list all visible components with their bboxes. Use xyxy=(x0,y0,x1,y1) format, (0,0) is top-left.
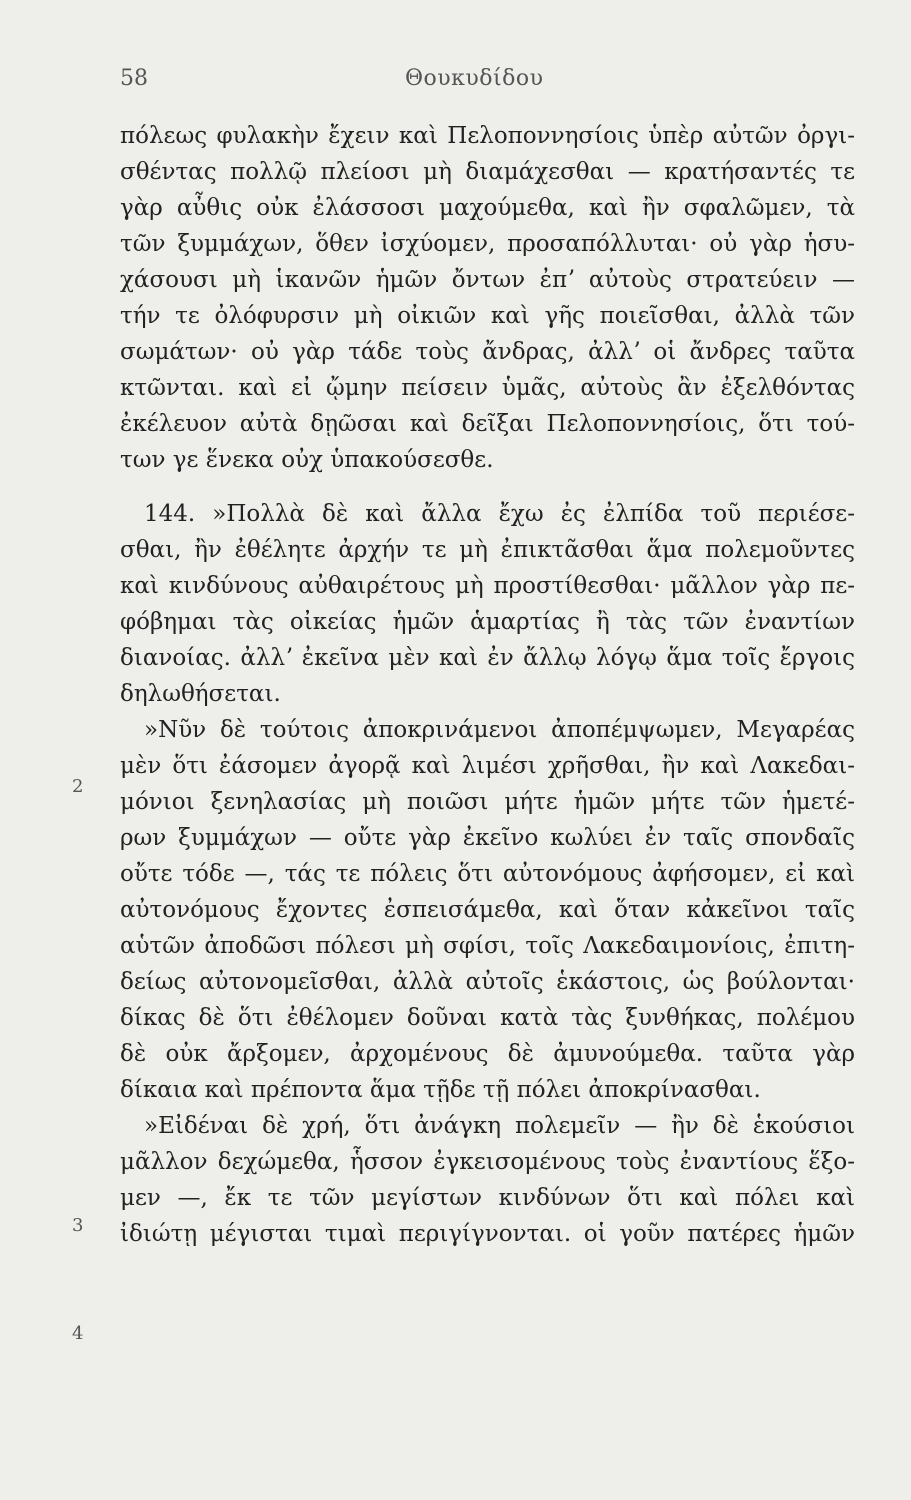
text-line: σθαι, ἢν ἐθέλητε ἀρχήν τε μὴ ἐπικτᾶσθαι ἅμα πολεμοῦντες xyxy=(120,537,855,563)
section-number: 144. xyxy=(144,501,196,527)
text-line: γὰρ αὖθις οὐκ ἐλάσσοσι μαχούμεθα, καὶ ἢν σφαλῶμεν, τὰ xyxy=(120,195,855,221)
margin-number: 2 xyxy=(72,776,84,797)
text-line: πόλεως φυλακὴν ἔχειν καὶ Πελοποννησίοις ὑπὲρ αὐτῶν ὀργι- xyxy=(120,123,855,149)
text-line: τῶν ξυμμάχων, ὅθεν ἰσχύομεν, προσαπόλλυται· οὐ γὰρ ἡσυ- xyxy=(120,231,855,257)
text-line: καὶ κινδύνους αὐθαιρέτους μὴ προστίθεσθαι· μᾶλλον γὰρ πε- xyxy=(120,573,855,599)
page-number: 58 xyxy=(120,66,148,91)
margin-number: 3 xyxy=(72,1215,84,1236)
text-line: »Πολλὰ δὲ καὶ ἄλλα ἔχω ἐς ἐλπίδα τοῦ περιέσε- xyxy=(212,501,855,527)
section-first-line xyxy=(120,496,855,532)
text-line: μεν —, ἔκ τε τῶν μεγίστων κινδύνων ὅτι καὶ πόλει καὶ xyxy=(120,1185,855,1211)
text-line: μόνιοι ξενηλασίας μὴ ποιῶσι μήτε ἡμῶν μήτε τῶν ἡμετέ- xyxy=(120,789,855,815)
text-line: φόβημαι τὰς οἰκείας ἡμῶν ἁμαρτίας ἢ τὰς τῶν ἐναντίων xyxy=(120,609,855,635)
running-title: Θουκυδίδου xyxy=(405,66,544,91)
text-line: δὲ οὐκ ἄρξομεν, ἀρχομένους δὲ ἀμυνούμεθα. ταῦτα γὰρ xyxy=(120,1041,855,1067)
text-line: ἐκέλευον αὐτὰ δῃῶσαι καὶ δεῖξαι Πελοποννησίοις, ὅτι τού- xyxy=(120,411,855,437)
text-line: »Νῦν δὲ τούτοις ἀποκρινάμενοι ἀποπέμψωμεν, Μεγαρέας xyxy=(144,717,855,743)
text-line: δίκας δὲ ὅτι ἐθέλομεν δοῦναι κατὰ τὰς ξυνθήκας, πολέμου xyxy=(120,1005,855,1031)
text-line: μᾶλλον δεχώμεθα, ἧσσον ἐγκεισομένους τοὺς ἐναντίους ἕξο- xyxy=(120,1149,855,1175)
text-line: σθέντας πολλῷ πλείοσι μὴ διαμάχεσθαι — κρατήσαντές τε xyxy=(120,159,855,185)
text-line: των γε ἕνεκα οὐχ ὑπακούσεσθε. xyxy=(120,447,494,473)
text-line: αὐτονόμους ἔχοντες ἐσπεισάμεθα, καὶ ὅταν κἀκεῖνοι ταῖς xyxy=(120,897,855,923)
text-line: δίκαια καὶ πρέποντα ἅμα τῇδε τῇ πόλει ἀποκρίνασθαι. xyxy=(120,1077,761,1103)
text-line: διανοίας. ἀλλʼ ἐκεῖνα μὲν καὶ ἐν ἄλλῳ λόγῳ ἅμα τοῖς ἔργοις xyxy=(120,645,855,671)
text-line: μὲν ὅτι ἐάσομεν ἀγορᾷ καὶ λιμέσι χρῆσθαι, ἢν καὶ Λακεδαι- xyxy=(120,753,855,779)
text-line: χάσουσι μὴ ἱκανῶν ἡμῶν ὄντων ἐπʼ αὐτοὺς στρατεύειν — xyxy=(120,267,855,293)
text-line: δείως αὐτονομεῖσθαι, ἀλλὰ αὐτοῖς ἑκάστοις, ὡς βούλονται· xyxy=(120,969,855,995)
text-line: »Εἰδέναι δὲ χρή, ὅτι ἀνάγκη πολεμεῖν — ἢν δὲ ἑκούσιοι xyxy=(144,1113,855,1139)
text-line: σωμάτων· οὐ γὰρ τάδε τοὺς ἄνδρας, ἀλλʼ οἱ ἄνδρες ταῦτα xyxy=(120,339,855,365)
margin-number: 4 xyxy=(72,1323,84,1344)
text-line: κτῶνται. καὶ εἰ ᾤμην πείσειν ὑμᾶς, αὐτοὺς ἂν ἐξελθόντας xyxy=(120,375,855,401)
text-line: τήν τε ὀλόφυρσιν μὴ οἰκιῶν καὶ γῆς ποιεῖσθαι, ἀλλὰ τῶν xyxy=(120,303,855,329)
text-line: δηλωθήσεται. xyxy=(120,681,281,707)
text-line: ἰδιώτῃ μέγισται τιμαὶ περιγίγνονται. οἱ γοῦν πατέρες ἡμῶν xyxy=(120,1221,855,1247)
text-line: ρων ξυμμάχων — οὔτε γὰρ ἐκεῖνο κωλύει ἐν ταῖς σπονδαῖς xyxy=(120,825,855,851)
text-line: αὑτῶν ἀποδῶσι πόλεσι μὴ σφίσι, τοῖς Λακεδαιμονίοις, ἐπιτη- xyxy=(120,933,855,959)
text-line: οὔτε τόδε —, τάς τε πόλεις ὅτι αὐτονόμους ἀφήσομεν, εἰ καὶ xyxy=(120,861,855,887)
